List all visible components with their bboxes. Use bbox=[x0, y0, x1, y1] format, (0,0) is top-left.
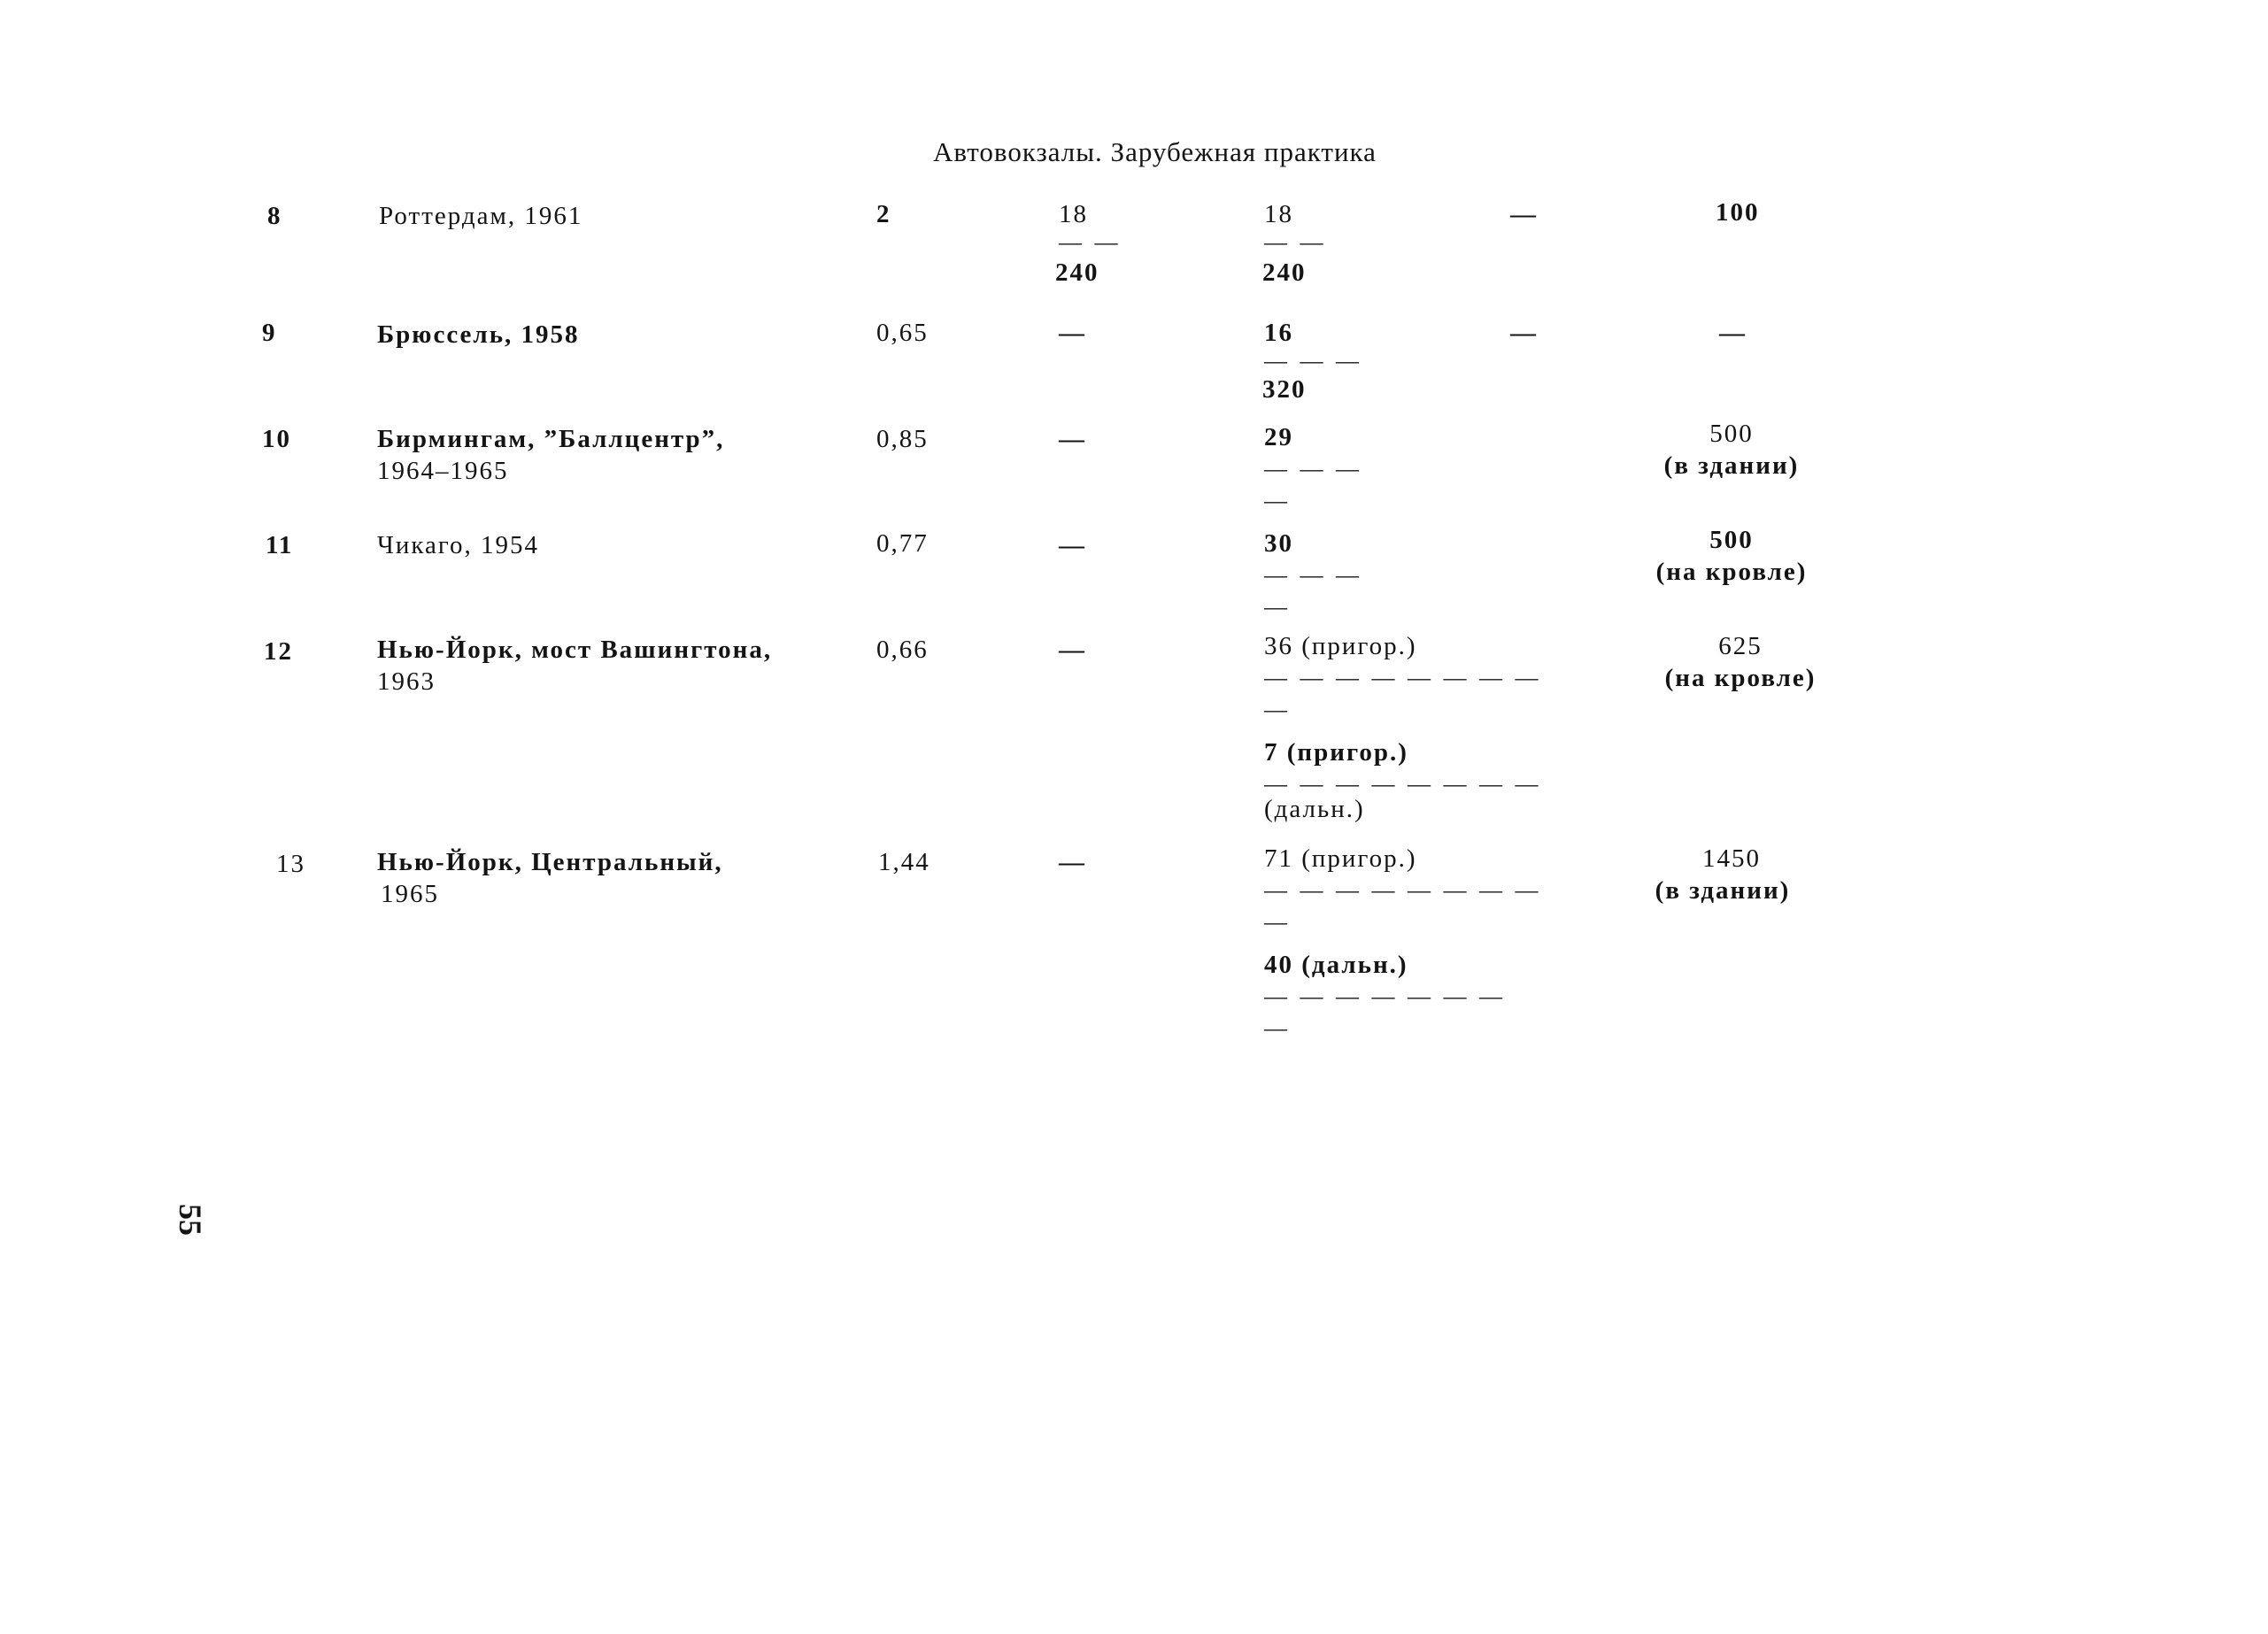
row-number: 10 bbox=[262, 425, 291, 453]
area-cell: 0,66 bbox=[876, 636, 929, 664]
capacity-cell: 500 bbox=[1709, 526, 1754, 554]
fraction-denominator: 320 bbox=[1262, 375, 1307, 404]
fraction-bar: — — — — — — — — bbox=[1264, 877, 1542, 903]
fraction-denominator: (дальн.) bbox=[1264, 795, 1365, 823]
page-title: Автовокзалы. Зарубежная практика bbox=[933, 136, 1377, 167]
page-number: 55 bbox=[173, 1204, 208, 1236]
row-number: 12 bbox=[264, 637, 293, 666]
fraction-bar: — — — — — — — bbox=[1264, 983, 1506, 1009]
area-cell: 2 bbox=[876, 200, 891, 228]
dash-cell: — bbox=[1719, 319, 1747, 347]
fraction-numerator: 18 bbox=[1264, 200, 1293, 228]
row-number: 8 bbox=[267, 202, 282, 230]
fraction-denominator: — bbox=[1264, 1015, 1291, 1041]
fraction-bar: — — — bbox=[1264, 456, 1362, 482]
dash-cell: — bbox=[1510, 200, 1538, 228]
fraction-bar: — — — — — — — — bbox=[1264, 771, 1542, 797]
dash-cell: — bbox=[1510, 319, 1538, 347]
capacity-note: (на кровле) bbox=[1664, 664, 1817, 692]
fraction-numerator: 16 bbox=[1264, 319, 1293, 347]
dash-cell: — bbox=[1059, 319, 1086, 347]
city-cell-line1: Нью-Йорк, Центральный, bbox=[377, 848, 723, 876]
fraction-numerator: 36 (пригор.) bbox=[1264, 632, 1417, 660]
capacity-cell: 625 bbox=[1718, 632, 1763, 660]
row-number: 11 bbox=[266, 531, 294, 559]
fraction-bar: — — — bbox=[1264, 348, 1362, 374]
fraction-numerator: 71 (пригор.) bbox=[1264, 844, 1417, 873]
capacity-note: (в здании) bbox=[1655, 876, 1791, 905]
capacity-note: (на кровле) bbox=[1655, 558, 1808, 586]
dash-cell: — bbox=[1059, 848, 1086, 876]
fraction-numerator: 7 (пригор.) bbox=[1264, 738, 1408, 767]
row-number: 9 bbox=[262, 319, 277, 347]
capacity-cell: 1450 bbox=[1702, 844, 1761, 873]
fraction-denominator: 240 bbox=[1262, 258, 1307, 287]
city-cell: Чикаго, 1954 bbox=[377, 531, 540, 559]
dash-cell: — bbox=[1059, 425, 1086, 453]
fraction-numerator: 18 bbox=[1059, 200, 1088, 228]
row-number: 13 bbox=[276, 850, 305, 878]
fraction-bar: — — bbox=[1059, 229, 1122, 255]
area-cell: 0,65 bbox=[876, 319, 929, 347]
fraction-denominator: — bbox=[1264, 697, 1291, 722]
fraction-bar: — — bbox=[1264, 229, 1327, 255]
fraction-denominator: — bbox=[1264, 488, 1291, 513]
city-cell-line2: 1965 bbox=[381, 880, 439, 908]
dash-cell: — bbox=[1059, 636, 1086, 664]
city-cell-line1: Бирмингам, ”Баллцентр”, bbox=[377, 425, 725, 453]
area-cell: 1,44 bbox=[878, 848, 930, 876]
fraction-denominator: — bbox=[1264, 594, 1291, 620]
fraction-numerator: 29 bbox=[1264, 423, 1293, 451]
area-cell: 0,77 bbox=[876, 529, 929, 558]
fraction-bar: — — — bbox=[1264, 562, 1362, 588]
capacity-cell: 100 bbox=[1716, 198, 1760, 227]
city-cell-line2: 1964–1965 bbox=[377, 457, 509, 485]
capacity-note: (в здании) bbox=[1663, 451, 1800, 480]
fraction-bar: — — — — — — — — bbox=[1264, 665, 1542, 690]
city-cell: Роттердам, 1961 bbox=[379, 202, 583, 230]
dash-cell: — bbox=[1059, 531, 1086, 559]
fraction-numerator: 30 bbox=[1264, 529, 1293, 558]
fraction-numerator: 40 (дальн.) bbox=[1264, 951, 1408, 979]
area-cell: 0,85 bbox=[876, 425, 929, 453]
city-cell-line2: 1963 bbox=[377, 667, 436, 696]
city-cell-line1: Нью-Йорк, мост Вашингтона, bbox=[377, 636, 773, 664]
capacity-cell: 500 bbox=[1709, 420, 1754, 448]
city-cell: Брюссель, 1958 bbox=[377, 320, 580, 349]
fraction-denominator: 240 bbox=[1055, 258, 1099, 287]
fraction-denominator: — bbox=[1264, 909, 1291, 935]
